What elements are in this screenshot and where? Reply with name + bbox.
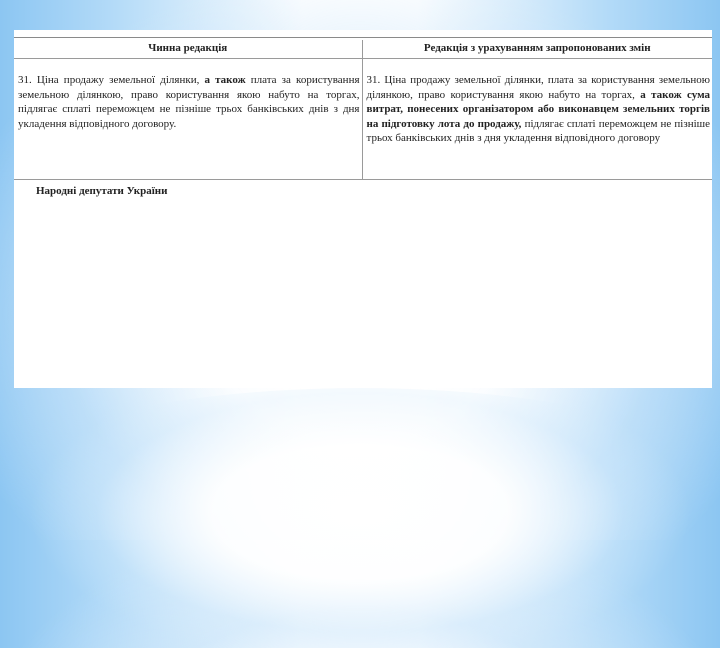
current-text-cell [14, 59, 362, 180]
current-paragraph [14, 59, 362, 131]
current-text-part1: 31. Ціна продажу земельної ділянки, [18, 74, 200, 86]
proposed-text-part1: 31. Ціна продажу земельної ділянки, плата за користування земельною ділянкою, право користування якою набуто на торгах, [366, 74, 710, 101]
current-text-part3: плата за користування земельною ділянкою, право користування якою набуто на торгах, підлягає сплаті переможцем не пізніше трьох банківських днів з дня укладення відповідного договору. [18, 74, 360, 130]
header-proposed: Редакція з урахуванням запропонованих змін [423, 42, 651, 54]
header-current: Чинна редакція [148, 42, 228, 54]
proposed-text-part3: підлягає сплаті переможцем не пізніше трьох банківських днів з дня укладення відповідного договору [366, 117, 710, 144]
proposed-paragraph [363, 59, 713, 146]
header-current-cell [14, 40, 362, 59]
current-text-bold: а також [204, 74, 246, 86]
comparison-table [14, 40, 712, 384]
top-rule [14, 37, 712, 38]
document-page [14, 30, 712, 388]
proposed-text-bold: а також сума витрат, понесених організатором або виконавцем земельних торгів на підготовку лота до продажу, [366, 88, 710, 130]
signature-cell [14, 180, 712, 385]
proposed-text-cell [362, 59, 712, 180]
header-proposed-cell [362, 40, 712, 59]
signature-label: Народні депутати України [36, 185, 168, 197]
signature-row [14, 180, 712, 385]
article-row [14, 59, 712, 180]
header-row [14, 40, 712, 59]
background-wave [0, 388, 720, 648]
